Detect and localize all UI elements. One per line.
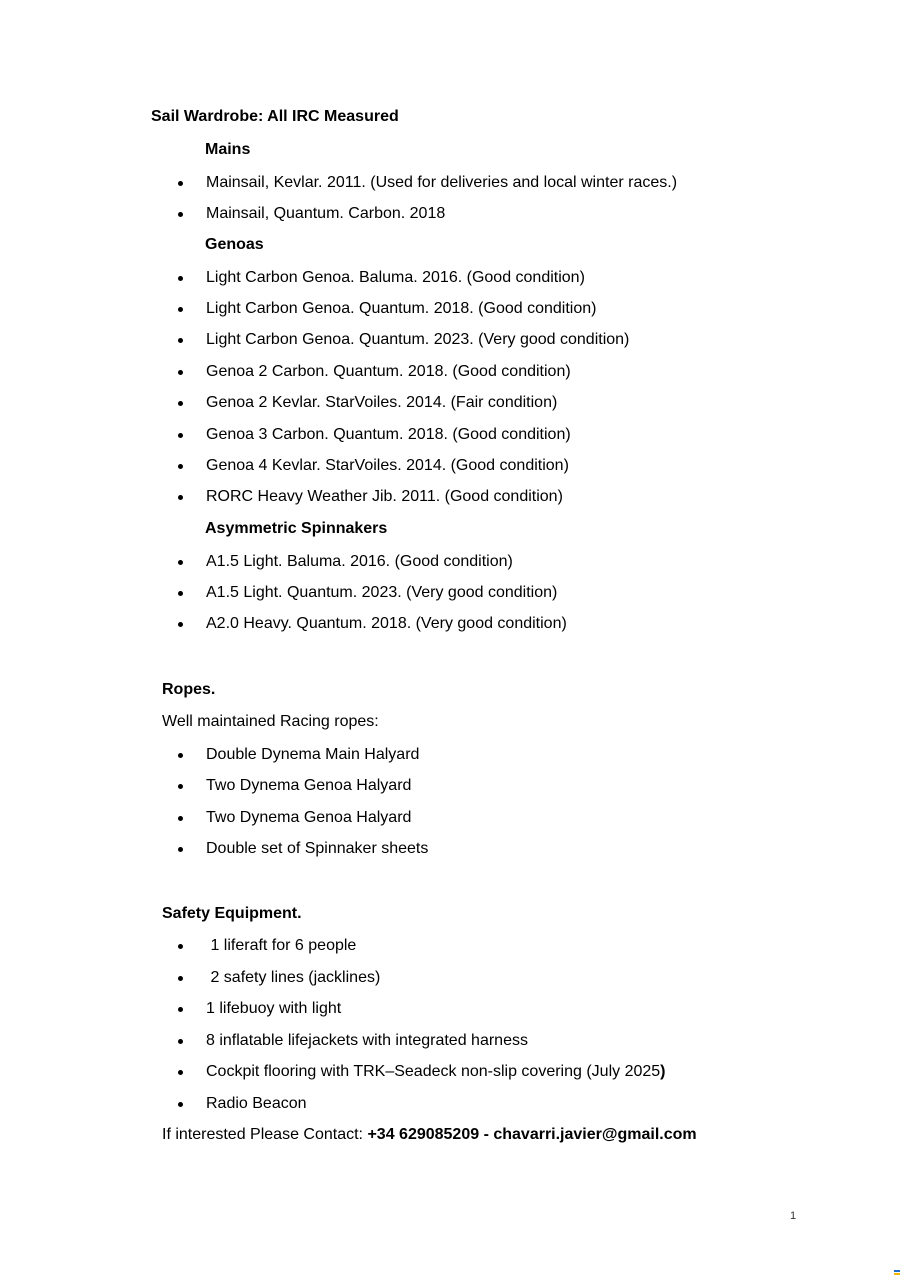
list-item-text: Genoa 2 Kevlar. StarVoiles. 2014. (Fair condition) bbox=[206, 394, 558, 411]
contact-line bbox=[162, 1125, 697, 1145]
list-item-text: Double set of Spinnaker sheets bbox=[206, 840, 429, 857]
cockpit-item-text: Cockpit flooring with TRK–Seadeck non-slip covering (July 2025 bbox=[206, 1063, 661, 1080]
subheading-genoas: Genoas bbox=[205, 236, 264, 253]
cockpit-item-close-paren: ) bbox=[660, 1063, 666, 1080]
list-item-text: Double Dynema Main Halyard bbox=[206, 746, 420, 763]
list-item-text: Light Carbon Genoa. Quantum. 2023. (Very good condition) bbox=[206, 331, 630, 348]
list-item-text: 1 lifebuoy with light bbox=[206, 1000, 342, 1017]
list-item-text: Mainsail, Kevlar. 2011. (Used for deliveries and local winter races.) bbox=[206, 174, 678, 191]
section-heading-safety-equipment: Safety Equipment. bbox=[162, 905, 302, 922]
list-item-text: RORC Heavy Weather Jib. 2011. (Good condition) bbox=[206, 488, 563, 505]
page-number: 1 bbox=[790, 1210, 797, 1222]
section-title-sail-wardrobe: Sail Wardrobe: All IRC Measured bbox=[151, 108, 399, 125]
list-item-text: A1.5 Light. Baluma. 2016. (Good condition) bbox=[206, 553, 513, 570]
subheading-mains: Mains bbox=[205, 141, 251, 158]
subheading-asymmetric-spinnakers: Asymmetric Spinnakers bbox=[205, 520, 388, 537]
corner-logo-icon bbox=[894, 1270, 900, 1275]
list-item-text: Genoa 2 Carbon. Quantum. 2018. (Good condition) bbox=[206, 363, 571, 380]
list-item-text: Genoa 3 Carbon. Quantum. 2018. (Good condition) bbox=[206, 426, 571, 443]
list-item-text: 1 liferaft for 6 people bbox=[206, 937, 357, 954]
list-item-text: A2.0 Heavy. Quantum. 2018. (Very good condition) bbox=[206, 615, 567, 632]
section-heading-ropes: Ropes. bbox=[162, 681, 216, 698]
contact-phone-email: +34 629085209 - chavarri.javier@gmail.com bbox=[367, 1126, 697, 1143]
list-item-text: Radio Beacon bbox=[206, 1095, 307, 1112]
list-item-text: Light Carbon Genoa. Quantum. 2018. (Good condition) bbox=[206, 300, 597, 317]
list-item-text: Two Dynema Genoa Halyard bbox=[206, 777, 412, 794]
list-item-text: Light Carbon Genoa. Baluma. 2016. (Good condition) bbox=[206, 269, 585, 286]
ropes-intro: Well maintained Racing ropes: bbox=[162, 713, 379, 730]
list-item-text: Two Dynema Genoa Halyard bbox=[206, 809, 412, 826]
list-item-text: 8 inflatable lifejackets with integrated harness bbox=[206, 1032, 528, 1049]
list-item-text bbox=[206, 1062, 665, 1082]
list-item-text: Mainsail, Quantum. Carbon. 2018 bbox=[206, 205, 446, 222]
list-item-text: A1.5 Light. Quantum. 2023. (Very good condition) bbox=[206, 584, 558, 601]
list-item-text: Genoa 4 Kevlar. StarVoiles. 2014. (Good condition) bbox=[206, 457, 569, 474]
list-item-text: 2 safety lines (jacklines) bbox=[206, 969, 381, 986]
contact-prefix: If interested Please Contact: bbox=[162, 1126, 368, 1143]
